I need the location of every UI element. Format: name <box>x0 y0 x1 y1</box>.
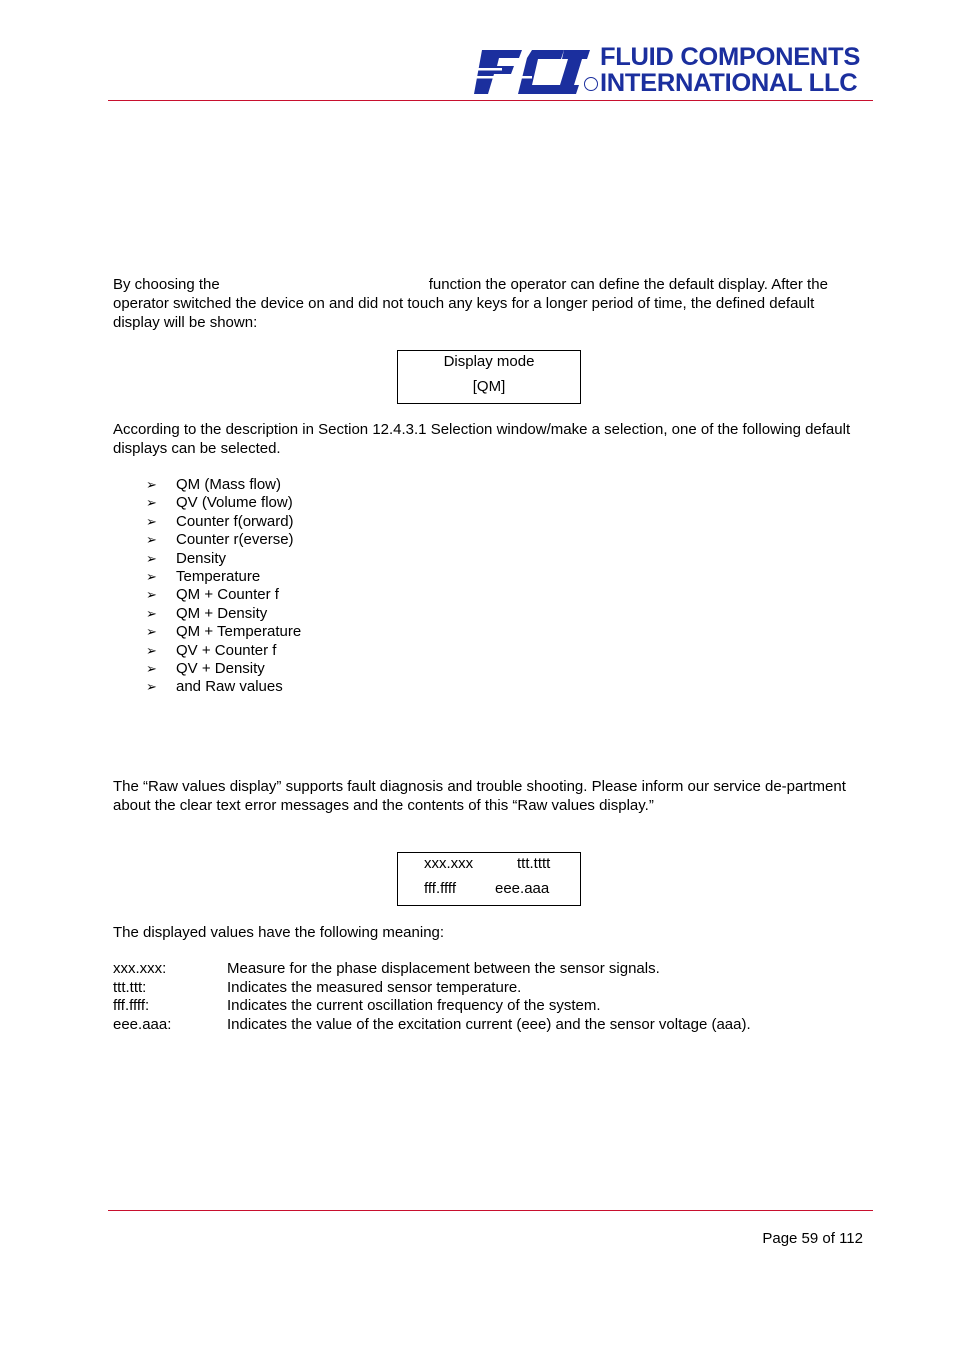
definition-term: eee.aaa: <box>113 1015 172 1033</box>
list-item: ➢ QV + Density <box>146 659 265 677</box>
display-mode-label: Display mode <box>443 353 535 370</box>
arrow-bullet-icon: ➢ <box>146 513 157 529</box>
raw-temperature-value: ttt.tttt <box>517 855 551 872</box>
company-name-line2: INTERNATIONAL LLC <box>600 69 858 97</box>
default-display-options <box>146 476 301 697</box>
definition-term: fff.ffff: <box>113 997 150 1014</box>
selection-paragraph: According to the description in Section 12.4.3.1 Selection window/make a selection, one of the following default displays can be selected. <box>113 421 851 457</box>
arrow-bullet-icon: ➢ <box>146 550 157 566</box>
arrow-bullet-icon: ➢ <box>146 532 157 548</box>
list-item: ➢ Density <box>146 549 227 567</box>
list-item: ➢ QM + Counter f <box>146 586 279 604</box>
arrow-bullet-icon: ➢ <box>146 495 157 511</box>
meaning-intro: The displayed values have the following meaning: <box>113 924 445 941</box>
company-name-line1: FLUID COMPONENTS <box>600 43 861 71</box>
definition-desc: Indicates the measured sensor temperature. <box>227 978 522 996</box>
arrow-bullet-icon: ➢ <box>146 679 157 695</box>
arrow-bullet-icon: ➢ <box>146 605 157 621</box>
list-item: ➢ QV (Volume flow) <box>146 494 293 512</box>
definition-desc: Indicates the value of the excitation current (eee) and the sensor voltage (aaa). <box>227 1015 751 1033</box>
definition-term: xxx.xxx: <box>113 960 167 977</box>
registered-mark-icon <box>584 77 598 91</box>
arrow-bullet-icon: ➢ <box>146 660 157 676</box>
arrow-bullet-icon: ➢ <box>146 568 157 584</box>
raw-excitation-value: eee.aaa <box>495 880 550 897</box>
definition-term: ttt.ttt: <box>113 978 147 996</box>
list-item: ➢ QM + Temperature <box>146 623 302 641</box>
display-mode-value: [QM] <box>472 378 506 395</box>
company-logo <box>472 44 867 98</box>
company-name <box>600 44 860 96</box>
list-item: ➢ QV + Counter f <box>146 641 277 659</box>
raw-frequency-value: fff.ffff <box>424 880 456 897</box>
list-item: ➢ Counter f(orward) <box>146 512 294 530</box>
fci-logo-mark-icon <box>472 46 592 96</box>
intro-part2: function the operator can define the default display. After the operator switched the device on and did not touch any keys for a longer period of time, the defined default display will be shown: <box>113 276 828 331</box>
display-mode-box <box>397 350 581 404</box>
footer-divider <box>108 1210 873 1211</box>
definition-desc: Measure for the phase displacement between the sensor signals. <box>227 960 660 977</box>
list-item: ➢ QM + Density <box>146 604 268 622</box>
raw-phase-value: xxx.xxx <box>424 855 474 872</box>
intro-part1: By choosing the <box>113 276 220 293</box>
page-number: Page 59 of 112 <box>762 1230 863 1247</box>
list-item: ➢ and Raw values <box>146 678 283 696</box>
list-item: ➢ QM (Mass flow) <box>146 476 281 493</box>
raw-values-box <box>397 852 581 906</box>
list-item: ➢ Temperature <box>146 567 261 585</box>
arrow-bullet-icon: ➢ <box>146 587 157 603</box>
arrow-bullet-icon: ➢ <box>146 477 157 492</box>
intro-paragraph <box>113 275 853 332</box>
raw-values-paragraph: The “Raw values display” supports fault diagnosis and trouble shooting. Please inform our service de-partment about the clear text error messages and the contents of this “Raw values display.” <box>113 778 846 814</box>
arrow-bullet-icon: ➢ <box>146 642 157 658</box>
arrow-bullet-icon: ➢ <box>146 624 157 640</box>
list-item: ➢ Counter r(everse) <box>146 531 294 549</box>
header-divider <box>108 100 873 101</box>
definition-desc: Indicates the current oscillation frequency of the system. <box>227 997 601 1014</box>
